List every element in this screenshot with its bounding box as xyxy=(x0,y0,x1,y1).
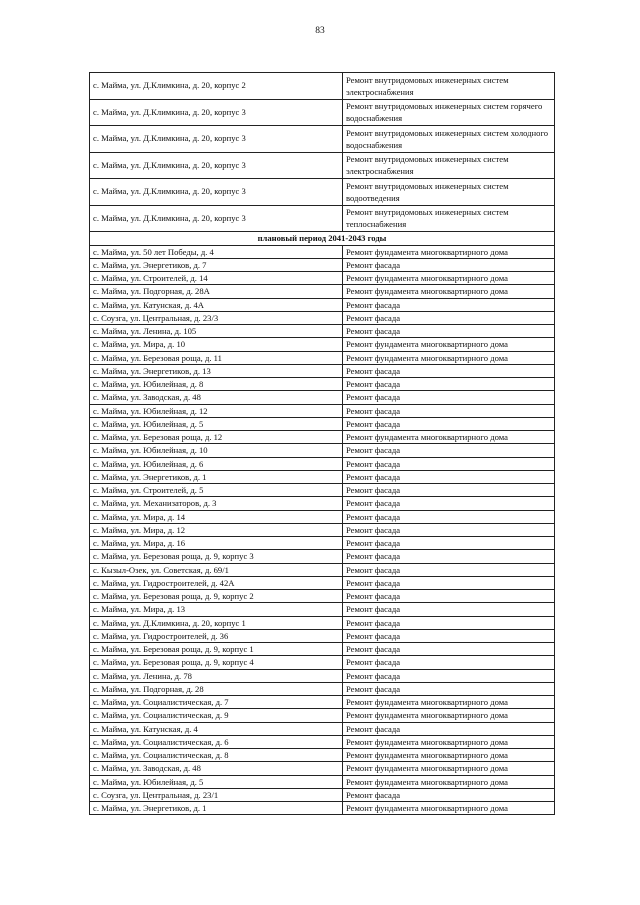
table-row xyxy=(90,378,555,391)
work-type-cell: Ремонт фундамента многоквартирного дома xyxy=(343,338,555,351)
address-cell: с. Майма, ул. Березовая роща, д. 12 xyxy=(90,431,343,444)
table-row xyxy=(90,444,555,457)
address-cell: с. Майма, ул. Заводская, д. 48 xyxy=(90,762,343,775)
works-table-body xyxy=(90,73,555,815)
table-row xyxy=(90,523,555,536)
work-type-cell: Ремонт фасада xyxy=(343,497,555,510)
address-cell: с. Майма, ул. Энергетиков, д. 7 xyxy=(90,258,343,271)
address-cell: с. Кызыл-Озек, ул. Советская, д. 69/1 xyxy=(90,563,343,576)
address-cell: с. Майма, ул. Механизаторов, д. 3 xyxy=(90,497,343,510)
address-cell: с. Майма, ул. Катунская, д. 4 xyxy=(90,722,343,735)
work-type-cell: Ремонт внутридомовых инженерных систем теплоснабжения xyxy=(343,205,555,232)
table-row xyxy=(90,73,555,100)
address-cell: с. Майма, ул. Юбилейная, д. 10 xyxy=(90,444,343,457)
address-cell: с. Майма, ул. Мира, д. 14 xyxy=(90,510,343,523)
work-type-cell: Ремонт фасада xyxy=(343,669,555,682)
address-cell: с. Майма, ул. Березовая роща, д. 9, корпус 3 xyxy=(90,550,343,563)
table-row xyxy=(90,338,555,351)
table-row xyxy=(90,603,555,616)
address-cell: с. Майма, ул. Березовая роща, д. 9, корпус 1 xyxy=(90,643,343,656)
table-row xyxy=(90,749,555,762)
table-row xyxy=(90,391,555,404)
table-row xyxy=(90,643,555,656)
table-row xyxy=(90,802,555,815)
work-type-cell: Ремонт фундамента многоквартирного дома xyxy=(343,802,555,815)
work-type-cell: Ремонт фасада xyxy=(343,391,555,404)
work-type-cell: Ремонт фундамента многоквартирного дома xyxy=(343,709,555,722)
work-type-cell: Ремонт фундамента многоквартирного дома xyxy=(343,735,555,748)
address-cell: с. Майма, ул. Катунская, д. 4А xyxy=(90,298,343,311)
address-cell: с. Соузга, ул. Центральная, д. 23/3 xyxy=(90,311,343,324)
work-type-cell: Ремонт фасада xyxy=(343,788,555,801)
work-type-cell: Ремонт фасада xyxy=(343,404,555,417)
address-cell: с. Майма, ул. Д.Климкина, д. 20, корпус 3 xyxy=(90,179,343,206)
work-type-cell: Ремонт фасада xyxy=(343,417,555,430)
page-number: 83 xyxy=(315,26,325,36)
address-cell: с. Майма, ул. Подгорная, д. 28А xyxy=(90,285,343,298)
table-row xyxy=(90,497,555,510)
address-cell: с. Майма, ул. Гидростроителей, д. 42А xyxy=(90,576,343,589)
table-row xyxy=(90,417,555,430)
address-cell: с. Майма, ул. Подгорная, д. 28 xyxy=(90,682,343,695)
table-row xyxy=(90,99,555,126)
work-type-cell: Ремонт внутридомовых инженерных систем горячего водоснабжения xyxy=(343,99,555,126)
work-type-cell: Ремонт фасада xyxy=(343,550,555,563)
work-type-cell: Ремонт фундамента многоквартирного дома xyxy=(343,245,555,258)
work-type-cell: Ремонт фасада xyxy=(343,537,555,550)
work-type-cell: Ремонт фасада xyxy=(343,722,555,735)
table-row xyxy=(90,431,555,444)
address-cell: с. Майма, ул. Заводская, д. 48 xyxy=(90,391,343,404)
table-row xyxy=(90,682,555,695)
work-type-cell: Ремонт фасада xyxy=(343,444,555,457)
address-cell: с. Майма, ул. Березовая роща, д. 9, корпус 2 xyxy=(90,590,343,603)
table-row xyxy=(90,669,555,682)
section-header: плановый период 2041-2043 годы xyxy=(90,232,555,246)
work-type-cell: Ремонт фундамента многоквартирного дома xyxy=(343,696,555,709)
table-row xyxy=(90,325,555,338)
address-cell: с. Майма, ул. 50 лет Победы, д. 4 xyxy=(90,245,343,258)
table-row xyxy=(90,179,555,206)
table-row xyxy=(90,311,555,324)
table-row xyxy=(90,629,555,642)
work-type-cell: Ремонт фасада xyxy=(343,643,555,656)
address-cell: с. Майма, ул. Березовая роща, д. 9, корпус 4 xyxy=(90,656,343,669)
table-row xyxy=(90,285,555,298)
table-row xyxy=(90,576,555,589)
address-cell: с. Майма, ул. Энергетиков, д. 1 xyxy=(90,470,343,483)
work-type-cell: Ремонт фундамента многоквартирного дома xyxy=(343,272,555,285)
table-row xyxy=(90,656,555,669)
table-row xyxy=(90,788,555,801)
work-type-cell: Ремонт фасада xyxy=(343,510,555,523)
work-type-cell: Ремонт фасада xyxy=(343,258,555,271)
work-type-cell: Ремонт внутридомовых инженерных систем электроснабжения xyxy=(343,73,555,100)
table-row xyxy=(90,298,555,311)
address-cell: с. Майма, ул. Д.Климкина, д. 20, корпус 2 xyxy=(90,73,343,100)
address-cell: с. Майма, ул. Социалистическая, д. 8 xyxy=(90,749,343,762)
work-type-cell: Ремонт фасада xyxy=(343,311,555,324)
work-type-cell: Ремонт внутридомовых инженерных систем водоотведения xyxy=(343,179,555,206)
table-row xyxy=(90,590,555,603)
address-cell: с. Майма, ул. Социалистическая, д. 7 xyxy=(90,696,343,709)
table-row xyxy=(90,272,555,285)
work-type-cell: Ремонт фундамента многоквартирного дома xyxy=(343,285,555,298)
address-cell: с. Майма, ул. Юбилейная, д. 5 xyxy=(90,775,343,788)
address-cell: с. Майма, ул. Гидростроителей, д. 36 xyxy=(90,629,343,642)
work-type-cell: Ремонт фасада xyxy=(343,616,555,629)
work-type-cell: Ремонт фасада xyxy=(343,523,555,536)
table-row xyxy=(90,775,555,788)
address-cell: с. Майма, ул. Д.Климкина, д. 20, корпус 3 xyxy=(90,126,343,153)
address-cell: с. Майма, ул. Энергетиков, д. 13 xyxy=(90,364,343,377)
address-cell: с. Майма, ул. Юбилейная, д. 5 xyxy=(90,417,343,430)
work-type-cell: Ремонт внутридомовых инженерных систем холодного водоснабжения xyxy=(343,126,555,153)
table-row xyxy=(90,470,555,483)
work-type-cell: Ремонт фасада xyxy=(343,682,555,695)
table-row xyxy=(90,404,555,417)
work-type-cell: Ремонт фасада xyxy=(343,325,555,338)
address-cell: с. Майма, ул. Д.Климкина, д. 20, корпус 3 xyxy=(90,99,343,126)
table-row xyxy=(90,484,555,497)
work-type-cell: Ремонт фасада xyxy=(343,603,555,616)
work-type-cell: Ремонт фундамента многоквартирного дома xyxy=(343,431,555,444)
address-cell: с. Майма, ул. Юбилейная, д. 12 xyxy=(90,404,343,417)
work-type-cell: Ремонт внутридомовых инженерных систем электроснабжения xyxy=(343,152,555,179)
address-cell: с. Майма, ул. Мира, д. 12 xyxy=(90,523,343,536)
work-type-cell: Ремонт фасада xyxy=(343,470,555,483)
work-type-cell: Ремонт фасада xyxy=(343,378,555,391)
table-row xyxy=(90,364,555,377)
table-row xyxy=(90,735,555,748)
table-row xyxy=(90,722,555,735)
address-cell: с. Майма, ул. Энергетиков, д. 1 xyxy=(90,802,343,815)
address-cell: с. Майма, ул. Строителей, д. 5 xyxy=(90,484,343,497)
table-row xyxy=(90,510,555,523)
work-type-cell: Ремонт фасада xyxy=(343,629,555,642)
works-table xyxy=(89,72,555,815)
table-row xyxy=(90,351,555,364)
address-cell: с. Майма, ул. Ленина, д. 78 xyxy=(90,669,343,682)
table-row xyxy=(90,537,555,550)
table-row xyxy=(90,152,555,179)
work-type-cell: Ремонт фасада xyxy=(343,563,555,576)
table-row xyxy=(90,205,555,232)
address-cell: с. Майма, ул. Юбилейная, д. 6 xyxy=(90,457,343,470)
address-cell: с. Майма, ул. Д.Климкина, д. 20, корпус 3 xyxy=(90,152,343,179)
table-row xyxy=(90,457,555,470)
table-row xyxy=(90,762,555,775)
address-cell: с. Майма, ул. Строителей, д. 14 xyxy=(90,272,343,285)
address-cell: с. Майма, ул. Д.Климкина, д. 20, корпус 1 xyxy=(90,616,343,629)
table-row xyxy=(90,550,555,563)
table-row xyxy=(90,245,555,258)
table-row xyxy=(90,696,555,709)
address-cell: с. Соузга, ул. Центральная, д. 23/1 xyxy=(90,788,343,801)
address-cell: с. Майма, ул. Мира, д. 16 xyxy=(90,537,343,550)
table-row xyxy=(90,126,555,153)
address-cell: с. Майма, ул. Ленина, д. 105 xyxy=(90,325,343,338)
work-type-cell: Ремонт фасада xyxy=(343,590,555,603)
table-row xyxy=(90,709,555,722)
table-row xyxy=(90,616,555,629)
work-type-cell: Ремонт фасада xyxy=(343,576,555,589)
address-cell: с. Майма, ул. Мира, д. 13 xyxy=(90,603,343,616)
section-header-row xyxy=(90,232,555,246)
address-cell: с. Майма, ул. Юбилейная, д. 8 xyxy=(90,378,343,391)
address-cell: с. Майма, ул. Мира, д. 10 xyxy=(90,338,343,351)
work-type-cell: Ремонт фундамента многоквартирного дома xyxy=(343,749,555,762)
work-type-cell: Ремонт фасада xyxy=(343,298,555,311)
address-cell: с. Майма, ул. Социалистическая, д. 6 xyxy=(90,735,343,748)
work-type-cell: Ремонт фундамента многоквартирного дома xyxy=(343,351,555,364)
work-type-cell: Ремонт фасада xyxy=(343,656,555,669)
table-row xyxy=(90,563,555,576)
address-cell: с. Майма, ул. Березовая роща, д. 11 xyxy=(90,351,343,364)
work-type-cell: Ремонт фундамента многоквартирного дома xyxy=(343,775,555,788)
address-cell: с. Майма, ул. Социалистическая, д. 9 xyxy=(90,709,343,722)
work-type-cell: Ремонт фасада xyxy=(343,484,555,497)
work-type-cell: Ремонт фасада xyxy=(343,457,555,470)
address-cell: с. Майма, ул. Д.Климкина, д. 20, корпус 3 xyxy=(90,205,343,232)
table-row xyxy=(90,258,555,271)
work-type-cell: Ремонт фасада xyxy=(343,364,555,377)
work-type-cell: Ремонт фундамента многоквартирного дома xyxy=(343,762,555,775)
